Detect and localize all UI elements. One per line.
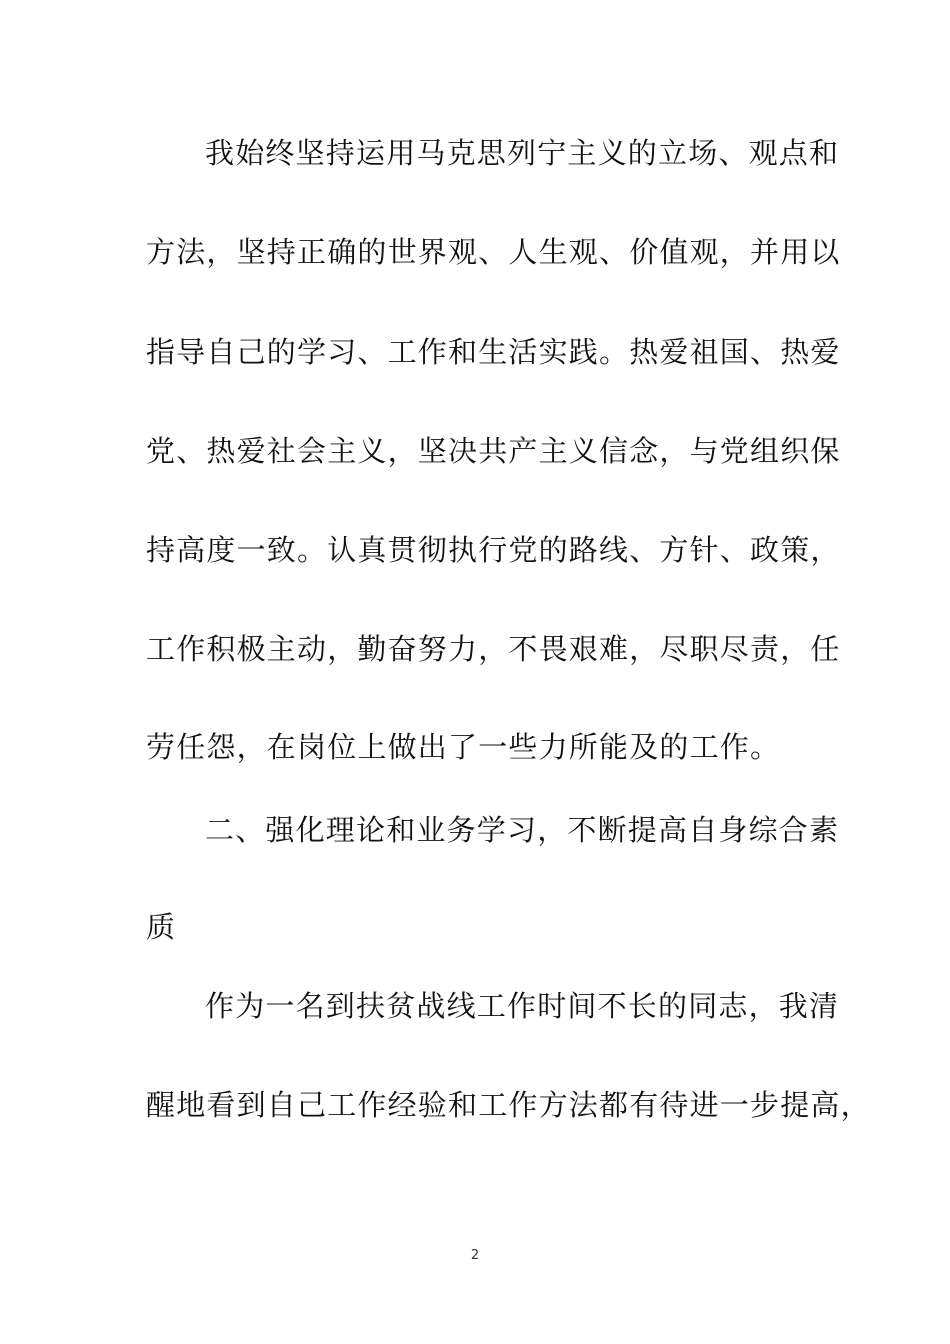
text-line: 我始终坚持运用马克思列宁主义的立场、观点和 (205, 136, 840, 170)
text-line: 指导自己的学习、工作和生活实践。热爱祖国、热爱 (146, 335, 841, 369)
text-line: 作为一名到扶贫战线工作时间不长的同志，我清 (205, 989, 840, 1023)
text-line: 持高度一致。认真贯彻执行党的路线、方针、政策， (146, 533, 841, 567)
section-heading: 二、强化理论和业务学习，不断提高自身综合素 (205, 813, 840, 847)
text-line: 醒地看到自己工作经验和工作方法都有待进一步提高， (146, 1088, 871, 1122)
text-line: 党、热爱社会主义，坚决共产主义信念，与党组织保 (146, 434, 841, 468)
text-line: 劳任怨，在岗位上做出了一些力所能及的工作。 (146, 730, 781, 764)
text-line: 工作积极主动，勤奋努力，不畏艰难，尽职尽责，任 (146, 632, 841, 666)
page-number: 2 (470, 1248, 480, 1263)
text-line: 方法，坚持正确的世界观、人生观、价值观，并用以 (146, 235, 841, 269)
section-heading-continuation: 质 (146, 910, 177, 944)
